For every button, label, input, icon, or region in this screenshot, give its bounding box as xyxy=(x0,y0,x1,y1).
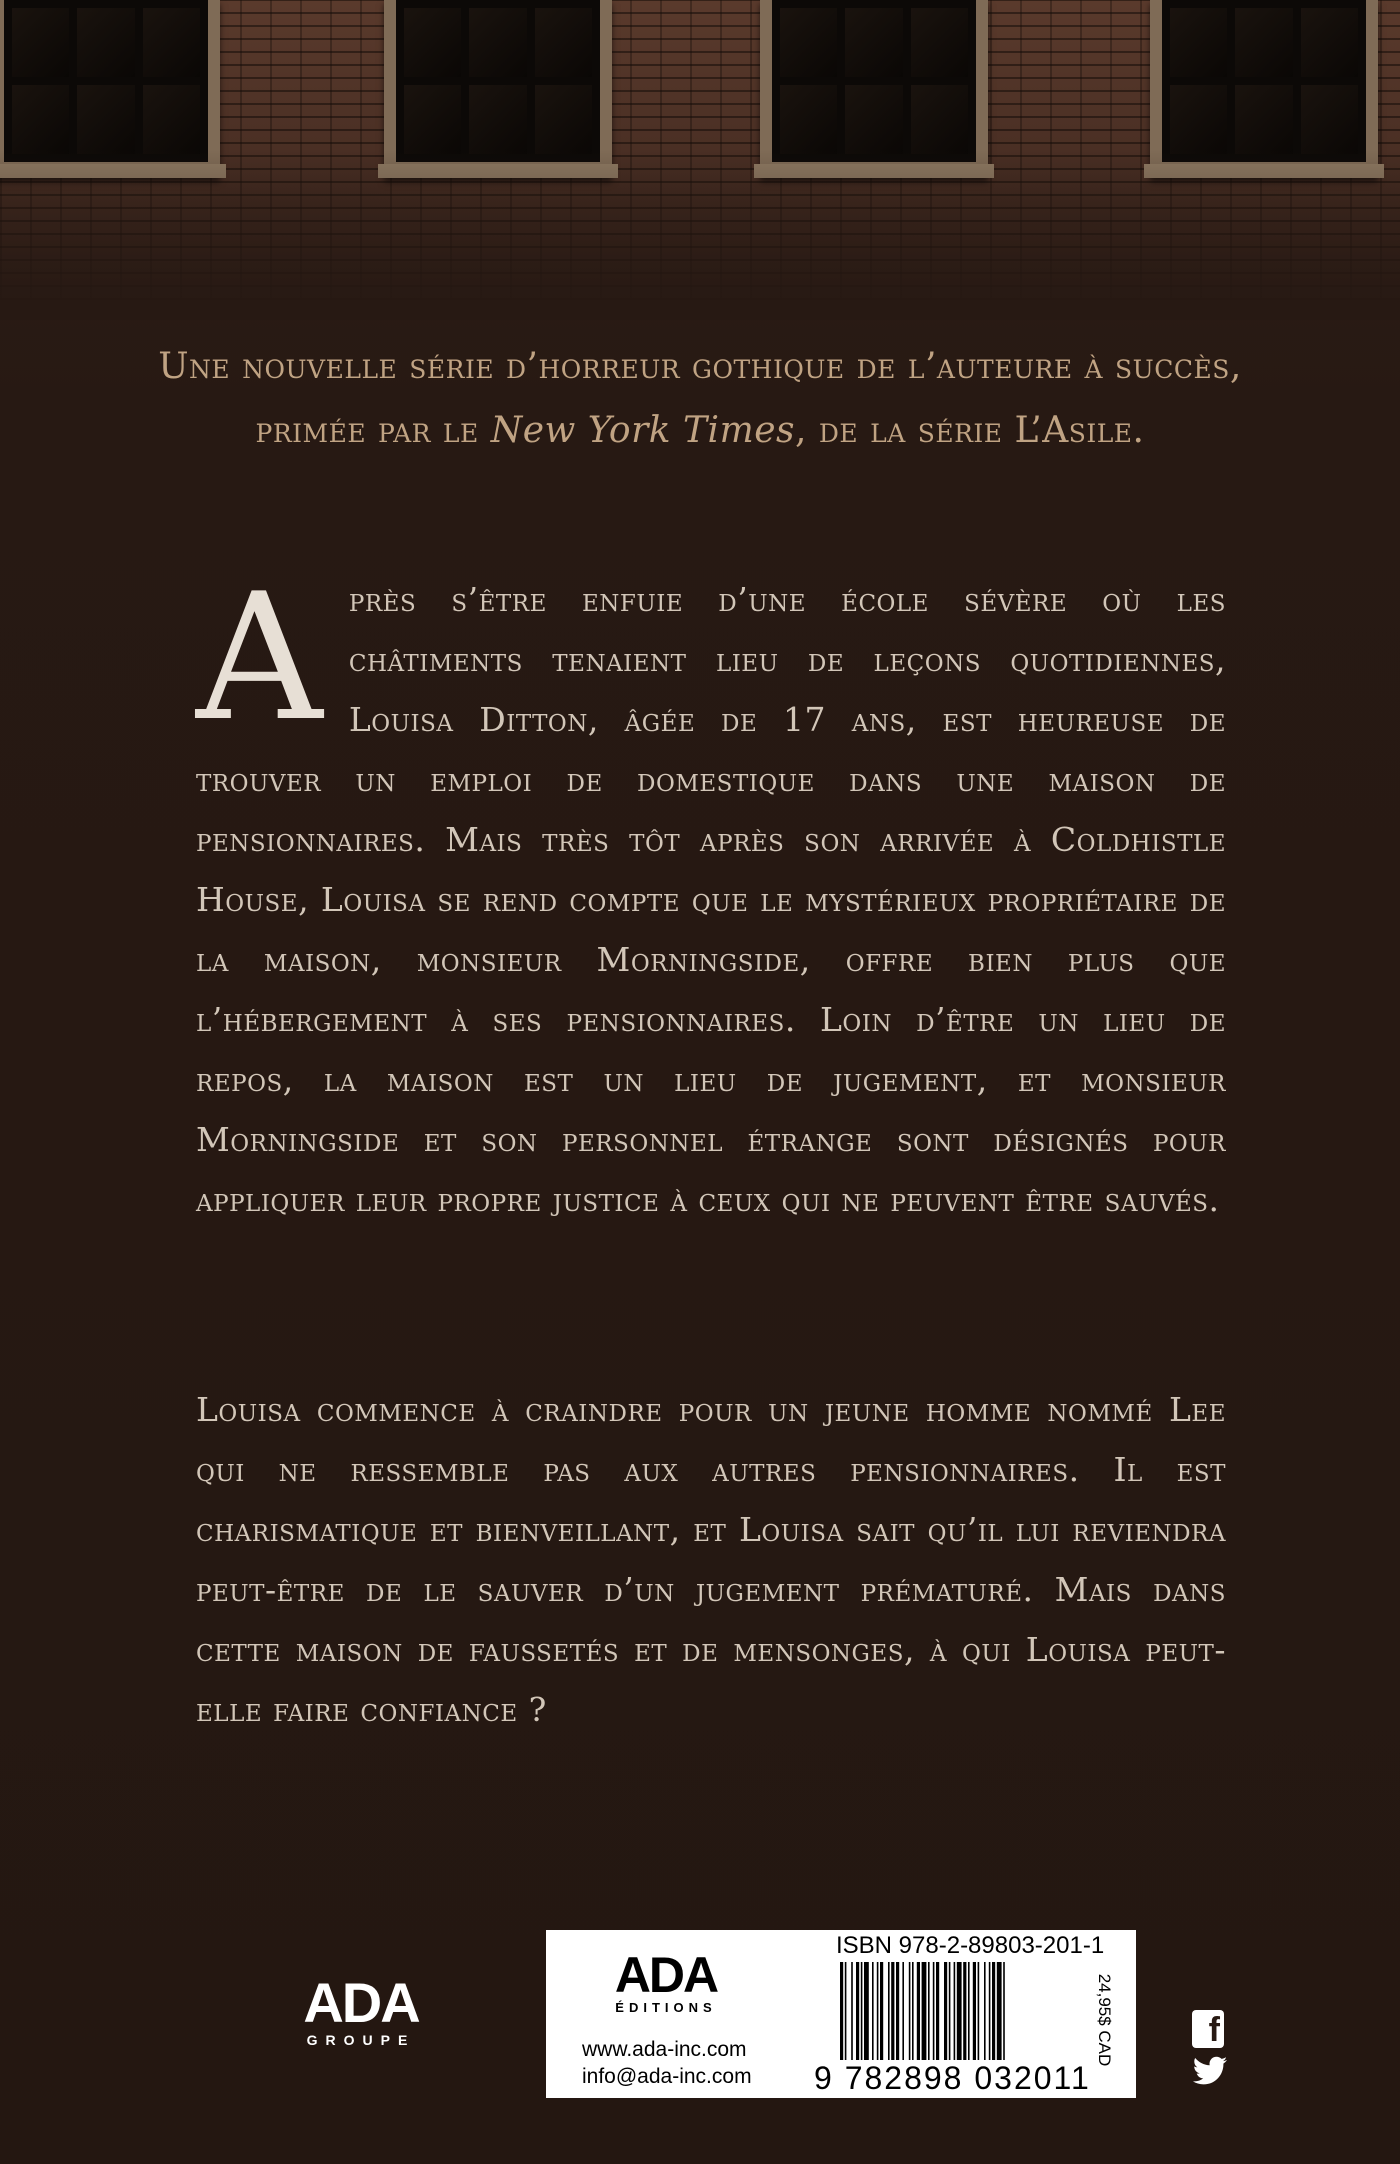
barcode-bar xyxy=(954,1962,956,2060)
barcode-bar xyxy=(891,1962,894,2060)
blurb-paragraph-1 xyxy=(196,557,1226,1230)
barcode-bar xyxy=(902,1962,904,2060)
barcode-bar xyxy=(978,1962,980,2060)
tagline-line-1: Une nouvelle série d’horreur gothique de l’auteure à succès, xyxy=(158,346,1242,387)
barcode-bar xyxy=(984,1962,986,2060)
facebook-icon: f xyxy=(1192,2010,1224,2048)
barcode-bar xyxy=(861,1962,863,2060)
ada-logo-mark: ADA xyxy=(303,1971,419,2034)
barcode-bar xyxy=(912,1962,914,2060)
tagline-prefix: primée par le xyxy=(255,410,491,451)
barcode-panel xyxy=(546,1930,1136,2098)
barcode-bar xyxy=(936,1962,939,2060)
publisher-website: www.ada-inc.com xyxy=(582,2038,747,2061)
price-label xyxy=(1089,1958,1119,2088)
ada-editions-mark: ADA xyxy=(614,1947,718,2003)
facade-fade xyxy=(0,150,1400,320)
barcode-bar xyxy=(856,1962,859,2060)
barcode-bar xyxy=(963,1962,966,2060)
barcode-bar xyxy=(872,1962,874,2060)
barcode-bar xyxy=(909,1962,911,2060)
barcode-bar xyxy=(1003,1962,1005,2060)
twitter-icon xyxy=(1192,2056,1228,2086)
isbn-label: ISBN 978-2-89803-201-1 xyxy=(836,1932,1105,1959)
barcode-bar xyxy=(864,1962,869,2060)
social-icons xyxy=(1192,2010,1232,2090)
barcode-bar xyxy=(888,1962,890,2060)
blurb-paragraph-2: Louisa commence à craindre pour un jeune homme nommé Lee qui ne ressemble pas aux autres pensionnaires. Il est charismatique et bienveillant, et Louisa sait qu’il lui reviendra peut-être de le sauver d’un jugement prématuré. Mais dans cette maison de faussetés et de mensonges, à qui Louisa peut-elle faire confiance ? xyxy=(196,1390,1226,1729)
price-text: 24,95$ CAD xyxy=(1095,1973,1114,2067)
barcode-bar xyxy=(957,1962,962,2060)
barcode-bar xyxy=(922,1962,927,2060)
barcode-bar xyxy=(968,1962,970,2060)
barcode-bar xyxy=(997,1962,1002,2060)
tagline-newspaper: New York Times xyxy=(490,410,795,451)
barcode-bar xyxy=(992,1962,995,2060)
tagline-line-2 xyxy=(70,399,1330,463)
barcode-bar xyxy=(973,1962,976,2060)
ada-logo-sub: GROUPE xyxy=(306,2032,416,2048)
tagline xyxy=(70,335,1330,463)
ada-editions-sub: ÉDITIONS xyxy=(615,2000,717,2015)
tagline-suffix: , de la série L’Asile. xyxy=(794,410,1145,451)
ada-editions-logo xyxy=(586,1947,746,2015)
barcode-digits: 9 782898 032011 xyxy=(814,2060,1091,2096)
barcode-bar xyxy=(944,1962,947,2060)
barcode-bar xyxy=(851,1962,853,2060)
blurb-paragraph-1-text: près s’être enfuie d’une école sévère où les châtiments tenaient lieu de leçons quotidiennes, Louisa Ditton, âgée de 17 ans, est heureuse de trouver un emploi de domestique dans une maison de pensionnaires. Mais très tôt après son arrivée à Coldhistle House, Louisa se rend compte que le mystérieux propriétaire de la maison, monsieur Morningside, offre bien plus que l’hébergement à ses pensionnaires. Loin d’être un lieu de repos, la maison est un lieu de jugement, et monsieur Morningside et son personnel étrange sont désignés pour appliquer leur propre justice à ceux qui ne peuvent être sauvés. xyxy=(196,580,1226,1219)
barcode-bar xyxy=(949,1962,951,2060)
barcode-bar xyxy=(896,1962,899,2060)
barcode-bar xyxy=(928,1962,930,2060)
barcode-bar xyxy=(840,1962,843,2060)
barcode-bar xyxy=(917,1962,920,2060)
barcode-bar xyxy=(880,1962,883,2060)
ada-groupe-logo xyxy=(296,1971,426,2055)
barcode-bar xyxy=(877,1962,879,2060)
publisher-email: info@ada-inc.com xyxy=(582,2065,752,2088)
barcode-bar xyxy=(989,1962,991,2060)
barcode-bar xyxy=(933,1962,935,2060)
drop-cap: A xyxy=(196,557,323,760)
barcode-bar xyxy=(845,1962,847,2060)
barcode-graphic xyxy=(838,1962,1080,2060)
